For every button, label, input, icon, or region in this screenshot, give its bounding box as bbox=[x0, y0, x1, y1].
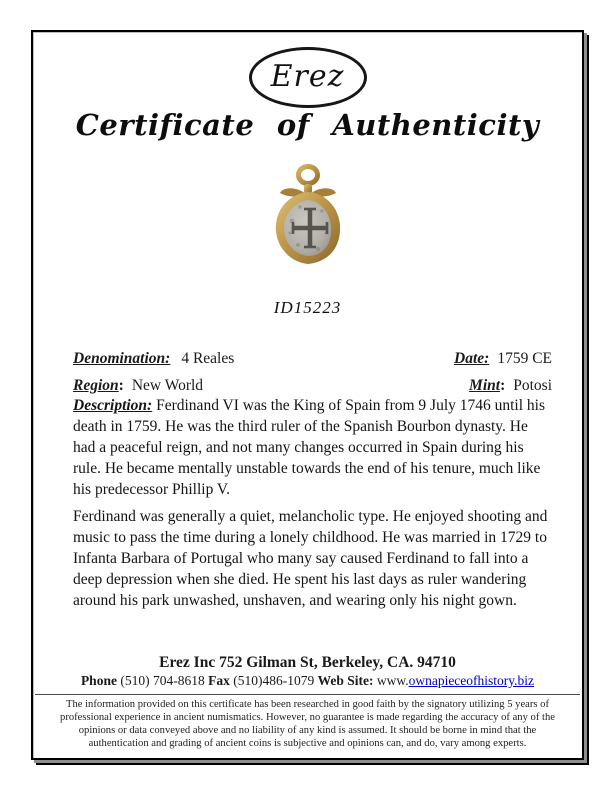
company-address: Erez Inc 752 Gilman St, Berkeley, CA. 94710 bbox=[159, 654, 456, 671]
pendant-bail-icon bbox=[296, 164, 320, 186]
date-label: Date: bbox=[454, 350, 490, 367]
field-row-region-mint bbox=[73, 376, 552, 396]
date-value: 1759 CE bbox=[497, 350, 552, 367]
erez-logo bbox=[249, 47, 367, 108]
denomination-field bbox=[73, 349, 234, 369]
fax-label: Fax bbox=[208, 673, 230, 688]
coin-pendant-image bbox=[270, 163, 346, 269]
mint-colon: : bbox=[500, 377, 506, 394]
denomination-label: Denomination: bbox=[73, 350, 171, 367]
region-field bbox=[73, 376, 203, 396]
contact-line bbox=[33, 673, 582, 689]
website-label: Web Site: bbox=[317, 673, 374, 688]
description-section bbox=[73, 395, 552, 617]
erez-logo-text: Erez bbox=[270, 59, 345, 94]
description-paragraph-2: Ferdinand was generally a quiet, melancholic type. He enjoyed shooting and music to pass the time during a lonely childhood. He was married in 1729 to Infanta Barbara of Portugal who many say caused Ferdinand to fall into a deep depression when she died. He spent his last days as ruler wandering around his park unwashed, unshaven, and wearing only his night gown. bbox=[73, 508, 548, 609]
certificate-page bbox=[31, 30, 584, 760]
date-field bbox=[454, 349, 552, 369]
fax-number: (510)486-1079 bbox=[233, 673, 315, 688]
description-label: Description: bbox=[73, 397, 153, 414]
region-colon: : bbox=[118, 377, 124, 394]
denomination-value: 4 Reales bbox=[181, 350, 235, 367]
mint-value: Potosi bbox=[513, 377, 552, 394]
mint-field bbox=[469, 376, 552, 396]
footer bbox=[33, 653, 582, 750]
item-id: ID15223 bbox=[273, 298, 342, 317]
footer-divider bbox=[35, 694, 580, 695]
mint-label: Mint bbox=[469, 377, 501, 394]
field-row-denomination-date bbox=[73, 349, 552, 369]
phone-number: (510) 704-8618 bbox=[120, 673, 205, 688]
website-prefix: www. bbox=[376, 673, 409, 688]
region-label: Region bbox=[73, 377, 119, 394]
region-value: New World bbox=[131, 377, 204, 394]
disclaimer-text: The information provided on this certificate has been researched in good faith by the signatory utilizing 5 years of professional experience in ancient numismatics. However, no guarantee is made regarding the accuracy of any of the opinions or data conveyed above and no liability of any kind is assumed. It should be borne in mind that the authentication and grading of ancient coins is subjective and opinions can, and do, vary among experts. bbox=[60, 699, 555, 749]
certificate-title: Certificate of Authenticity bbox=[75, 108, 540, 142]
description-text-1: Ferdinand VI was the King of Spain from 9 July 1746 until his death in 1759. He was the third ruler of the Spanish Bourbon dynasty. He had a peaceful reign, and not many changes occurred in Spain during his rule. He became mentally unstable towards the end of his tenure, much like his predecessor Phillip V. bbox=[73, 397, 546, 498]
coin-pendant-illustration bbox=[270, 163, 346, 269]
description-paragraph-1 bbox=[73, 395, 552, 500]
website-link[interactable]: ownapieceofhistory.biz bbox=[408, 673, 535, 688]
phone-label: Phone bbox=[80, 673, 117, 688]
